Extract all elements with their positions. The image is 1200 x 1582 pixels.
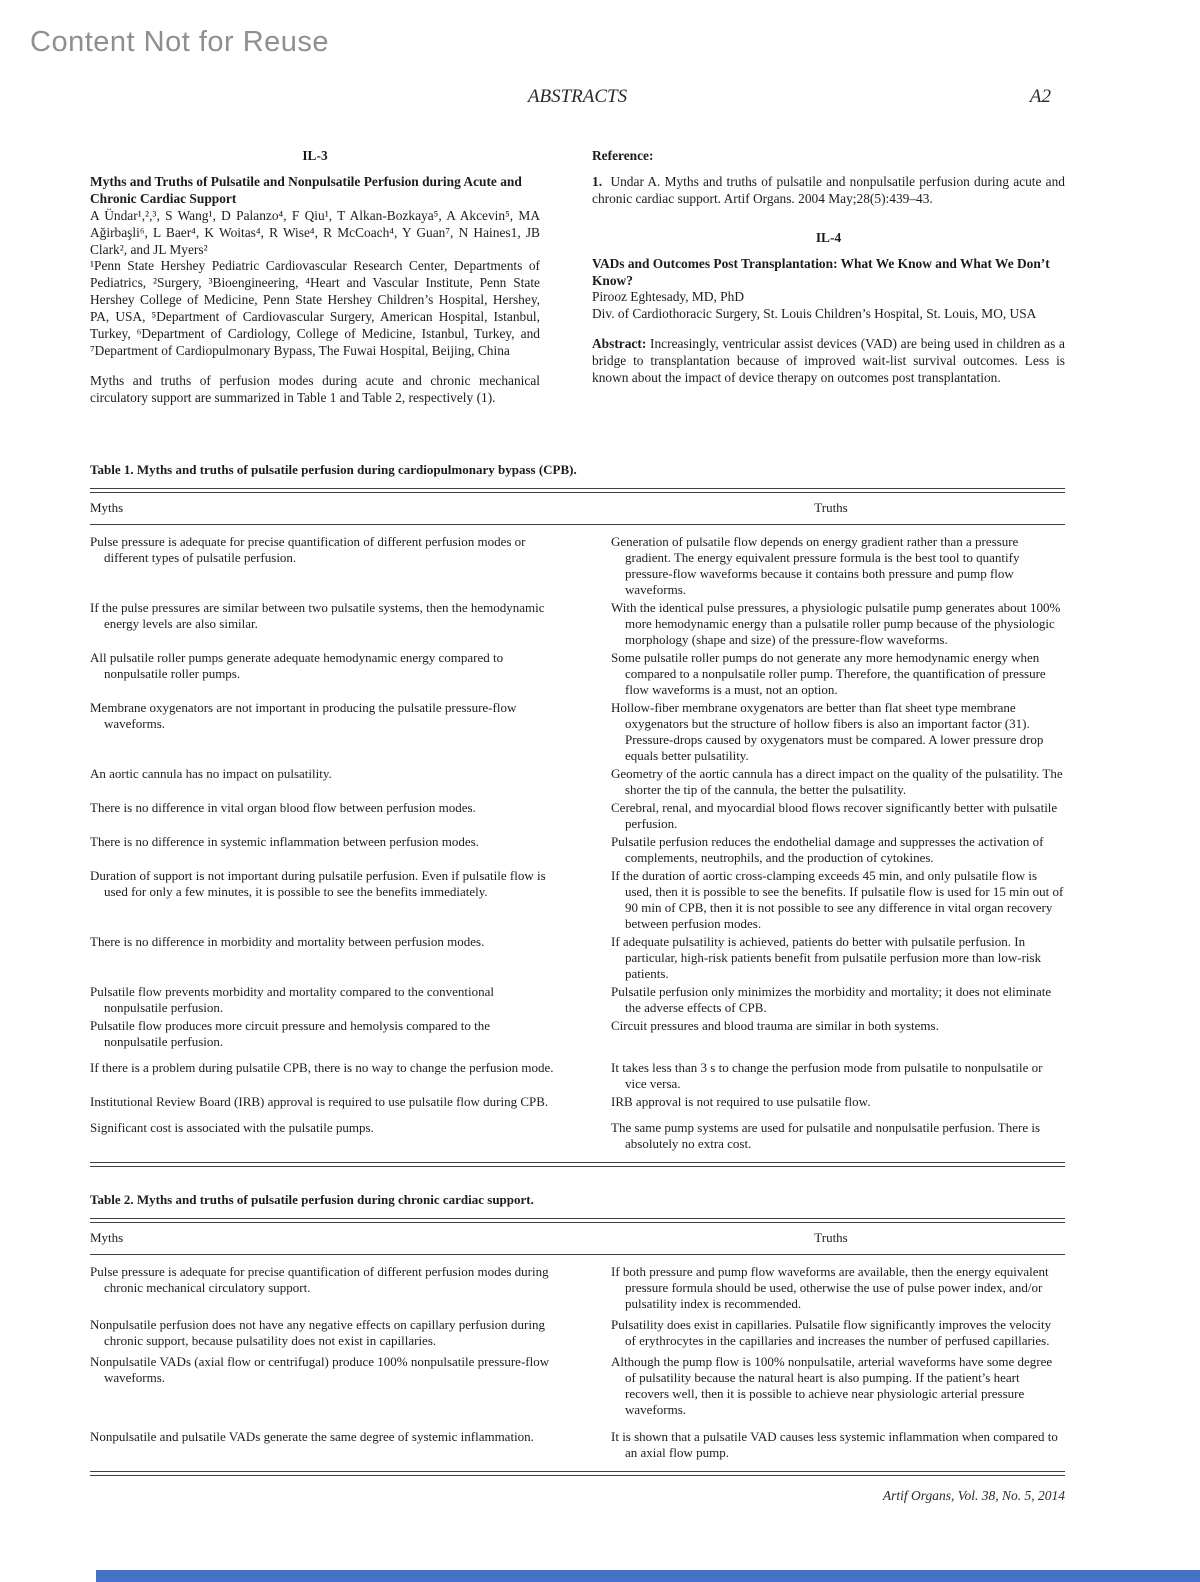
table-row	[90, 1120, 1065, 1152]
abstract-il3-id: IL-3	[302, 148, 328, 163]
table-row	[90, 1264, 1065, 1312]
reference-text: Undar A. Myths and truths of pulsatile and nonpulsatile perfusion during acute and chronic cardiac support. Artif Organs. 2004 May;28(5):439–43.	[592, 173, 1065, 206]
myth-cell: Institutional Review Board (IRB) approval is required to use pulsatile flow during CPB.	[90, 1094, 549, 1109]
truths-column-header: Truths	[814, 500, 848, 515]
abstract-il3-title: Myths and Truths of Pulsatile and Nonpulsatile Perfusion during Acute and Chronic Cardiac Support	[90, 173, 522, 206]
table-2-caption: Table 2. Myths and truths of pulsatile perfusion during chronic cardiac support.	[90, 1192, 534, 1207]
table-1-caption: Table 1. Myths and truths of pulsatile perfusion during cardiopulmonary bypass (CPB).	[90, 462, 577, 477]
myth-cell: There is no difference in morbidity and mortality between perfusion modes.	[90, 934, 485, 949]
table-row	[90, 984, 1065, 1016]
truth-cell: With the identical pulse pressures, a physiologic pulsatile pump generates about 100% more hemodynamic energy than a pulsatile roller pump because of the physiologic morphology (shape and size) of the pressure-flow waveforms.	[611, 600, 1061, 647]
running-head	[90, 86, 1065, 108]
abstract-il3-summary: Myths and truths of perfusion modes during acute and chronic mechanical circulatory support are summarized in Table 1 and Table 2, respectively (1).	[90, 372, 540, 405]
myth-cell: Duration of support is not important during pulsatile perfusion. Even if pulsatile flow is used for only a few minutes, it is possible to see the benefits immediately.	[90, 868, 546, 899]
truth-cell: Generation of pulsatile flow depends on energy gradient rather than a pressure gradient. The energy equivalent pressure formula is the best tool to quantify pressure-flow waveforms because it contains both pressure and pump flow waveforms.	[611, 534, 1020, 597]
myth-cell: Pulse pressure is adequate for precise quantification of different perfusion modes or different types of pulsatile perfusion.	[90, 534, 526, 565]
abstract-il4-abstract	[592, 336, 1065, 387]
truth-cell: Circuit pressures and blood trauma are similar in both systems.	[611, 1018, 939, 1033]
myth-cell: Pulsatile flow prevents morbidity and mortality compared to the conventional nonpulsatile perfusion.	[90, 984, 494, 1015]
table-row	[90, 534, 1065, 598]
abstract-il4-affiliation: Div. of Cardiothoracic Surgery, St. Louis Children’s Hospital, St. Louis, MO, USA	[592, 306, 1037, 322]
table-row	[90, 834, 1065, 866]
reference-label: Reference:	[592, 148, 654, 163]
bottom-blue-bar	[96, 1570, 1200, 1582]
truth-cell: If both pressure and pump flow waveforms are available, then the energy equivalent pressure formula should be used, otherwise the use of pulse power index, and/or pulsatility index is recommended.	[611, 1264, 1049, 1311]
table-bottom-rule	[90, 1471, 1065, 1476]
myth-cell: Nonpulsatile VADs (axial flow or centrifugal) produce 100% nonpulsatile pressure-flow waveforms.	[90, 1354, 550, 1385]
abstract-il3-affiliations: ¹Penn State Hershey Pediatric Cardiovascular Research Center, Departments of Pediatrics, ²Surgery, ³Bioengineering, ⁴Heart and Vascular Institute, Penn State Hershey College of Medicine, Penn State Hershey Children’s Hospital, Hershey, PA, USA, ⁵Department of Cardiovascular Surgery, American Hospital, Istanbul, Turkey, ⁶Department of Cardiology, College of Medicine, Istanbul, Turkey, and ⁷Department of Cardiopulmonary Bypass, The Fuwai Hospital, Beijing, China	[90, 258, 540, 358]
truth-cell: If adequate pulsatility is achieved, patients do better with pulsatile perfusion. In particular, high-risk patients benefit from pulsatile perfusion more than low-risk patients.	[611, 934, 1042, 981]
truth-cell: Some pulsatile roller pumps do not generate any more hemodynamic energy when compared to a nonpulsatile roller pump. Therefore, the quantification of pressure flow waveforms is a must, not an option.	[611, 650, 1046, 697]
truth-cell: Cerebral, renal, and myocardial blood flows recover significantly better with pulsatile perfusion.	[611, 800, 1058, 831]
truth-cell: Geometry of the aortic cannula has a direct impact on the quality of the pulsatility. The shorter the tip of the cannula, the better the pulsatility.	[611, 766, 1063, 797]
table-row	[90, 700, 1065, 764]
table-row	[90, 868, 1065, 932]
table-row	[90, 600, 1065, 648]
journal-footer: Artif Organs, Vol. 38, No. 5, 2014	[882, 1488, 1065, 1503]
truth-cell: Pulsatility does exist in capillaries. Pulsatile flow significantly improves the velocity of erythrocytes in the capillaries and increases the number of perfused capillaries.	[611, 1317, 1052, 1348]
myth-cell: Nonpulsatile and pulsatile VADs generate the same degree of systemic inflammation.	[90, 1429, 534, 1444]
page-number: A2	[1029, 86, 1051, 107]
abstract-il4-title: VADs and Outcomes Post Transplantation: What We Know and What We Don’t Know?	[592, 255, 1050, 288]
abstract-text: Increasingly, ventricular assist devices (VAD) are being used in children as a bridge to transplantation because of improved wait-list survival outcomes. Less is known about the impact of device therapy on outcomes post transplantation.	[592, 336, 1065, 386]
myth-cell: Nonpulsatile perfusion does not have any negative effects on capillary perfusion during chronic support, because pulsatility does not exist in capillaries.	[90, 1317, 545, 1348]
truths-column-header: Truths	[814, 1230, 848, 1245]
myth-cell: An aortic cannula has no impact on pulsatility.	[90, 766, 332, 781]
table-bottom-rule	[90, 1162, 1065, 1167]
table-2-header	[90, 1223, 1065, 1254]
table-row	[90, 766, 1065, 798]
abstract-label: Abstract:	[592, 336, 647, 352]
table-row	[90, 650, 1065, 698]
table-row	[90, 1018, 1065, 1050]
table-row	[90, 1429, 1065, 1461]
truth-cell: Hollow-fiber membrane oxygenators are better than flat sheet type membrane oxygenators but the structure of hollow fibers is also an important factor (31). Pressure-drops caused by oxygenators must be compared. A lower pressure drop equals better pulsatility.	[611, 700, 1044, 763]
truth-cell: Pulsatile perfusion only minimizes the morbidity and mortality; it does not eliminate the adverse effects of CPB.	[611, 984, 1052, 1015]
myth-cell: There is no difference in systemic inflammation between perfusion modes.	[90, 834, 479, 849]
myth-cell: Pulse pressure is adequate for precise quantification of different perfusion modes during chronic mechanical circulatory support.	[90, 1264, 549, 1295]
table-row	[90, 934, 1065, 982]
abstract-il3	[90, 148, 540, 407]
truth-cell: IRB approval is not required to use pulsatile flow.	[611, 1094, 871, 1109]
table-row	[90, 1060, 1065, 1092]
myth-cell: If there is a problem during pulsatile CPB, there is no way to change the perfusion mode.	[90, 1060, 554, 1075]
running-head-title: ABSTRACTS	[527, 86, 628, 107]
table-row	[90, 1094, 1065, 1110]
table-1-header	[90, 493, 1065, 524]
abstract-il3-authors: A Ündar¹,²,³, S Wang¹, D Palanzo⁴, F Qiu¹, T Alkan-Bozkaya⁵, A Akcevin⁵, MA Ağirbaşli⁶, L Baer⁴, K Woitas⁴, R Wise⁴, R McCoach⁴, Y Guan⁷, N Haines1, JB Clark², and JL Myers²	[90, 207, 540, 257]
truth-cell: The same pump systems are used for pulsatile and nonpulsatile perfusion. There is absolutely no extra cost.	[611, 1120, 1041, 1151]
truth-cell: It takes less than 3 s to change the perfusion mode from pulsatile to nonpulsatile or vice versa.	[611, 1060, 1043, 1091]
table-row	[90, 1317, 1065, 1349]
table-1	[90, 462, 1065, 1167]
abstract-il4-id: IL-4	[815, 229, 842, 245]
myth-cell: All pulsatile roller pumps generate adequate hemodynamic energy compared to nonpulsatile roller pumps.	[90, 650, 504, 681]
myths-column-header: Myths	[90, 500, 124, 515]
myths-column-header: Myths	[90, 1230, 124, 1245]
truth-cell: It is shown that a pulsatile VAD causes less systemic inflammation when compared to an axial flow pump.	[611, 1429, 1058, 1460]
truth-cell: Pulsatile perfusion reduces the endothelial damage and suppresses the activation of complements, neutrophils, and the production of cytokines.	[611, 834, 1044, 865]
myth-cell: Significant cost is associated with the pulsatile pumps.	[90, 1120, 374, 1135]
myth-cell: Membrane oxygenators are not important in producing the pulsatile pressure-flow waveforms.	[90, 700, 517, 731]
table-row	[90, 800, 1065, 832]
abstracts-columns	[90, 148, 1065, 407]
right-column	[592, 148, 1065, 407]
myth-cell: If the pulse pressures are similar between two pulsatile systems, then the hemodynamic energy levels are also similar.	[90, 600, 545, 631]
table-2	[90, 1192, 1065, 1476]
table-2-rows	[90, 1255, 1065, 1471]
table-1-rows	[90, 525, 1065, 1162]
truth-cell: Although the pump flow is 100% nonpulsatile, arterial waveforms have some degree of pulsatility because the natural heart is also pumping. If the patient’s heart recovers well, then it is possible to achieve near physiologic arterial pressure waveforms.	[611, 1354, 1053, 1417]
reference-item	[592, 174, 1065, 208]
truth-cell: If the duration of aortic cross-clamping exceeds 45 min, and only pulsatile flow is used, then it is possible to see the benefits. If pulsatile flow is used for 15 min out of 90 min of CPB, then it is not possible to see any difference in vital organ recovery between perfusion modes.	[611, 868, 1064, 931]
content-not-for-reuse-watermark: Content Not for Reuse	[30, 26, 330, 58]
abstract-il4-author: Pirooz Eghtesady, MD, PhD	[592, 289, 744, 305]
myth-cell: Pulsatile flow produces more circuit pressure and hemolysis compared to the nonpulsatile perfusion.	[90, 1018, 491, 1049]
table-row	[90, 1354, 1065, 1418]
myth-cell: There is no difference in vital organ blood flow between perfusion modes.	[90, 800, 476, 815]
reference-number: 1.	[592, 173, 603, 189]
